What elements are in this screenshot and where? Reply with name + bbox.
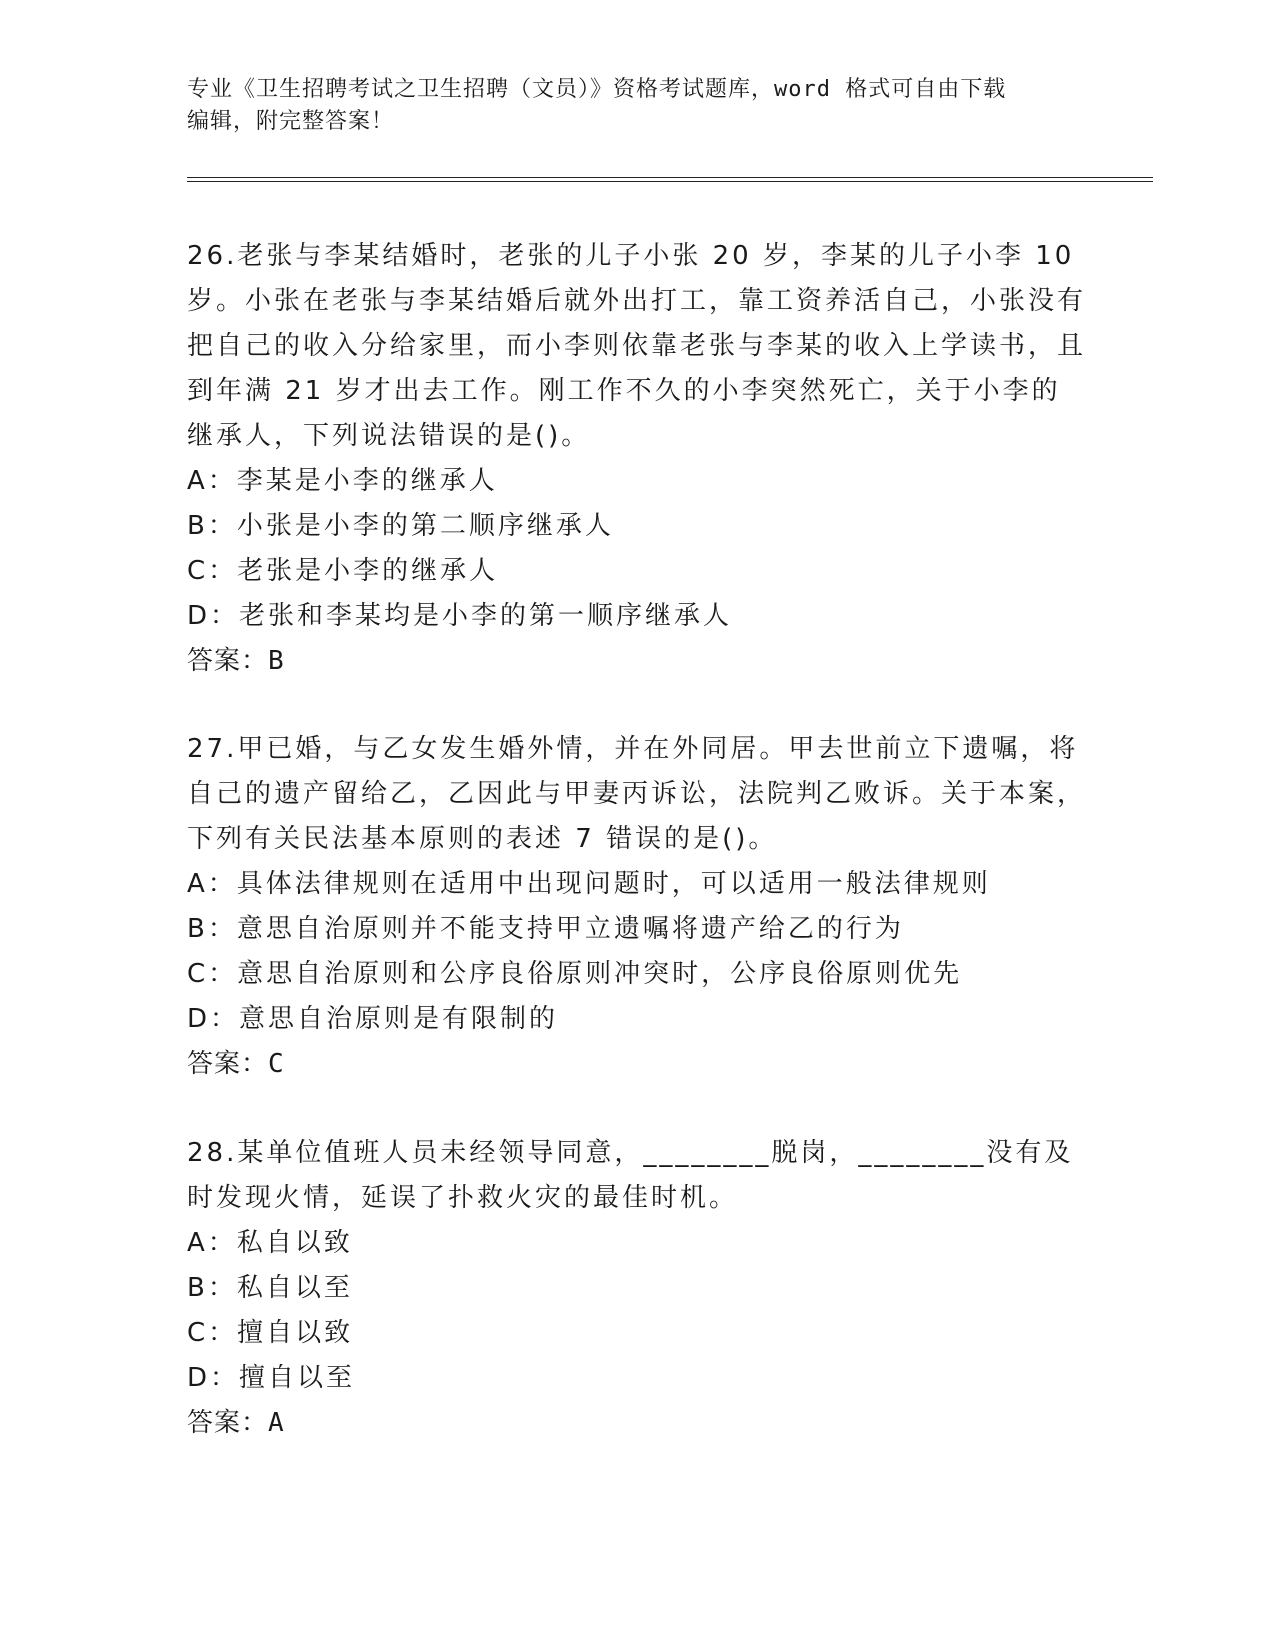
option-d: D：擅自以至 xyxy=(187,1363,356,1393)
answer-label: 答案： xyxy=(187,1408,269,1438)
option-d: D：老张和李某均是小李的第一顺序继承人 xyxy=(187,601,733,631)
question-28 xyxy=(187,1131,1087,1446)
answer-value: A xyxy=(268,1408,285,1438)
option-c: C：老张是小李的继承人 xyxy=(187,556,499,586)
answer-value: C xyxy=(268,1049,285,1079)
question-stem: 26.老张与李某结婚时，老张的儿子小张 20 岁，李某的儿子小李 10 岁。小张在老张与李某结婚后就外出打工，靠工资养活自己，小张没有把自己的收入分给家里，而小李则依靠老张与李某的收入上学读书，且到年满 21 岁才出去工作。刚工作不久的小李突然死亡，关于小李的继承人，下列说法错误的是()。 xyxy=(187,241,1087,451)
option-a: A：私自以致 xyxy=(187,1228,353,1258)
answer-value: B xyxy=(268,646,285,676)
option-c: C：意思自治原则和公序良俗原则冲突时，公序良俗原则优先 xyxy=(187,959,963,989)
document-header xyxy=(187,74,1087,138)
answer-line xyxy=(187,1401,1087,1446)
option-b: B：意思自治原则并不能支持甲立遗嘱将遗产给乙的行为 xyxy=(187,914,904,944)
header-line-1: 专业《卫生招聘考试之卫生招聘（文员）》资格考试题库，word 格式可自由下载 xyxy=(187,77,1007,102)
answer-label: 答案： xyxy=(187,646,269,676)
option-d: D：意思自治原则是有限制的 xyxy=(187,1004,559,1034)
question-26 xyxy=(187,234,1087,684)
question-27 xyxy=(187,727,1087,1087)
option-a: A：具体法律规则在适用中出现问题时，可以适用一般法律规则 xyxy=(187,869,991,899)
option-a: A：李某是小李的继承人 xyxy=(187,466,498,496)
option-c: C：擅自以致 xyxy=(187,1318,354,1348)
option-b: B：小张是小李的第二顺序继承人 xyxy=(187,511,614,541)
answer-line xyxy=(187,1042,1087,1087)
question-stem: 27.甲已婚，与乙女发生婚外情，并在外同居。甲去世前立下遗嘱，将自己的遗产留给乙，乙因此与甲妻丙诉讼，法院判乙败诉。关于本案，下列有关民法基本原则的表述 7 错误的是()。 xyxy=(187,734,1087,854)
header-line-2: 编辑，附完整答案！ xyxy=(187,109,395,134)
question-stem: 28.某单位值班人员未经领导同意，________脱岗，________没有及时发现火情，延误了扑救火灾的最佳时机。 xyxy=(187,1138,1074,1213)
option-b: B：私自以至 xyxy=(187,1273,353,1303)
header-divider-bottom xyxy=(187,181,1153,182)
answer-line xyxy=(187,639,1087,684)
header-divider-top xyxy=(187,177,1153,178)
answer-label: 答案： xyxy=(187,1049,269,1079)
